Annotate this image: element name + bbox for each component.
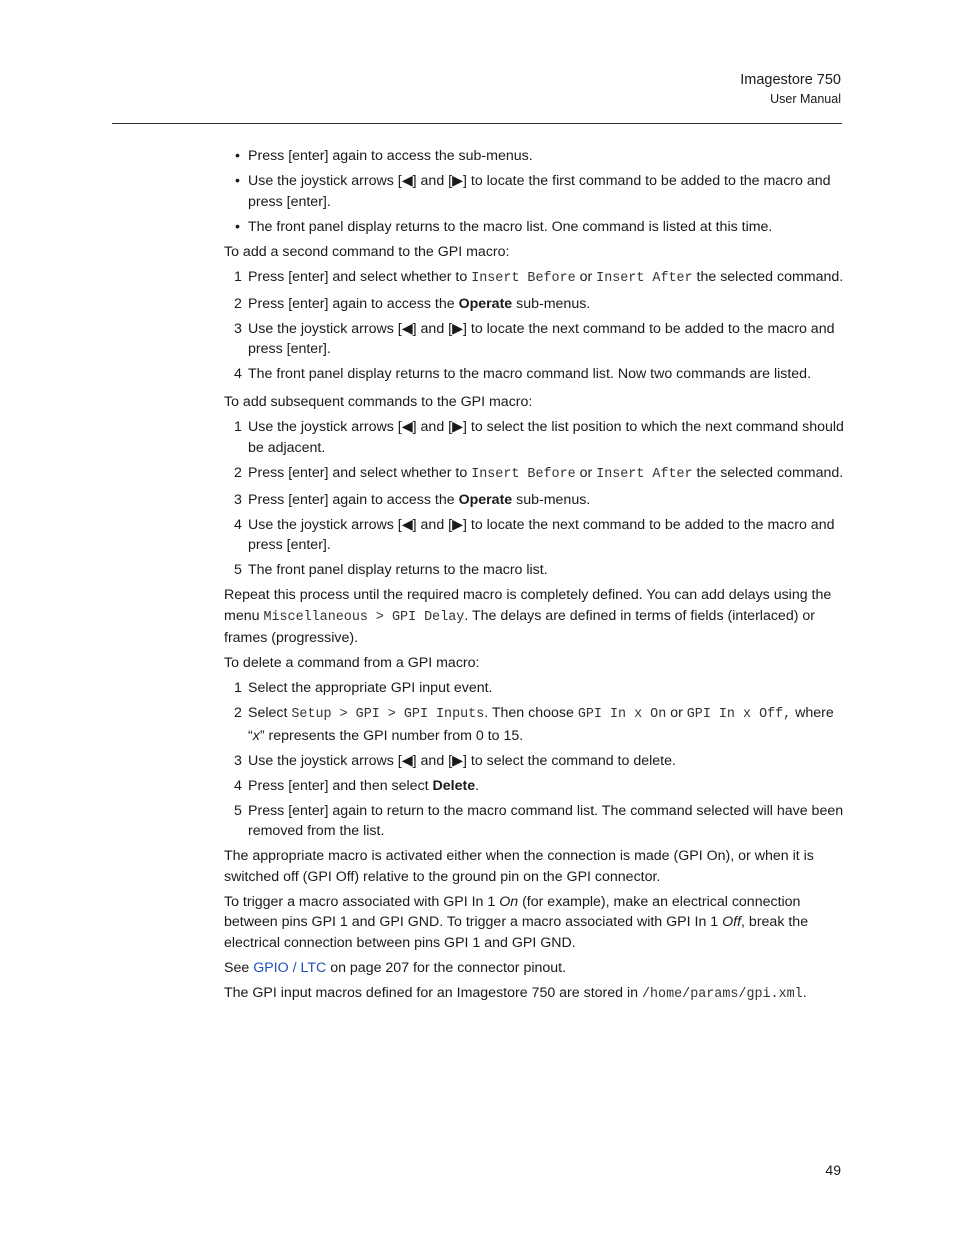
code-text: Insert After [596,270,693,286]
step-text: or [575,464,597,481]
step-text: . [475,777,480,794]
step-item [224,294,844,315]
gpio-ltc-link[interactable]: GPIO / LTC [253,959,327,976]
step-text: Select the appropriate GPI input event. [248,680,493,696]
step-text: or [575,268,597,285]
see-paragraph [224,958,844,979]
step-text: Use the joystick arrows [◀] and [▶] to select the list position to which the next command should be adjacent. [248,419,844,456]
header-rule [112,123,842,124]
italic-term: x [252,727,260,744]
bold-term: Operate [458,295,513,312]
step-item [224,364,844,385]
step-number: 5 [234,562,242,578]
step-item [224,319,844,360]
step-text: Press [enter] again to access the [248,491,459,508]
code-text: Insert Before [471,466,576,482]
step-number: 1 [234,419,242,435]
step-number: 3 [234,491,242,508]
step-item [224,776,844,797]
step-text: the selected command. [692,268,844,285]
bullet-item [224,217,844,238]
step-text: Press [enter] and select whether to [248,464,472,481]
second-command-intro: To add a second command to the GPI macro: [224,243,510,260]
code-text: Insert After [596,466,693,482]
step-text: Press [enter] again to return to the macro command list. The command selected will have been removed from the list. [248,802,844,839]
code-text: GPI In x Off, [686,707,792,722]
step-number: 1 [234,680,242,696]
running-header [740,70,841,109]
bullet-text: Press [enter] again to access the sub-menus. [248,148,533,164]
bold-term: Delete [432,777,476,794]
step-number: 2 [234,295,242,312]
body-text: Repeat this process until the required macro is completely defined. You can add delays using the menu [224,587,832,624]
step-text: . Then choose [484,705,578,721]
bullet-mark: • [235,173,240,189]
step-number: 4 [234,516,242,533]
storage-paragraph [224,983,844,1006]
bullet-mark: • [235,218,240,235]
code-text: Insert Before [471,270,576,286]
delete-intro: To delete a command from a GPI macro: [224,655,480,671]
step-number: 2 [234,705,242,721]
body-text: on page 207 for the connector pinout. [326,959,567,976]
italic-term: Off [722,914,742,930]
body-text: . [802,984,807,1001]
subsequent-commands-intro: To add subsequent commands to the GPI macro: [224,394,533,410]
step-item [224,751,844,772]
body-text: . The delays are defined in terms of fields (interlaced) or frames (progressive). [224,607,815,646]
step-text: Select [248,705,292,721]
code-text: Setup > GPI > GPI Inputs [291,707,485,722]
step-text: ” represents the GPI number from 0 to 15. [259,727,524,744]
bold-term: Operate [458,491,513,508]
body-text: To trigger a macro associated with GPI In 1 [224,893,500,910]
step-text: sub-menus. [512,491,591,508]
step-text: or [666,705,687,721]
step-number: 2 [234,464,242,481]
step-text: The front panel display returns to the macro command list. Now two commands are listed. [248,366,812,382]
page-body [224,146,844,1010]
header-title: Imagestore 750 [740,72,841,88]
step-item [224,801,844,842]
step-text: Press [enter] and select whether to [248,268,472,285]
step-text: the selected command. [692,464,844,481]
step-item [224,703,844,746]
step-number: 4 [234,366,242,382]
bullet-text: The front panel display returns to the macro list. One command is listed at this time. [248,218,773,235]
body-text: See [224,959,254,976]
body-text: , break the electrical connection between pins GPI 1 and GPI GND. [224,914,809,951]
step-text: Use the joystick arrows [◀] and [▶] to locate the next command to be added to the macro and press [enter]. [248,516,835,553]
repeat-paragraph [224,585,844,649]
step-item [224,490,844,511]
bullet-mark: • [235,148,240,164]
step-number: 3 [234,320,242,337]
italic-term: On [499,893,519,910]
step-text: The front panel display returns to the macro list. [248,562,548,578]
code-text: Miscellaneous > GPI Delay [263,609,465,625]
step-text: Use the joystick arrows [◀] and [▶] to select the command to delete. [248,752,676,769]
step-number: 5 [234,802,242,819]
code-text: /home/params/gpi.xml [641,986,803,1002]
step-item [224,678,844,699]
bullet-item [224,146,844,167]
step-text: sub-menus. [512,295,591,312]
body-text: (for example), make an electrical connection between pins GPI 1 and GPI GND. To trigger a macro associated with GPI In 1 [224,893,801,930]
step-text: Press [enter] again to access the [248,295,459,312]
step-text: Use the joystick arrows [◀] and [▶] to locate the next command to be added to the macro and press [enter]. [248,320,835,357]
header-subtitle: User Manual [770,92,841,106]
code-text: GPI In x On [577,707,667,722]
step-number: 4 [234,777,242,794]
step-number: 1 [234,268,242,285]
body-text: The GPI input macros defined for an Imagestore 750 are stored in [224,984,642,1001]
bullet-text: Use the joystick arrows [◀] and [▶] to locate the first command to be added to the macro and press [enter]. [248,173,831,210]
step-item [224,267,844,290]
bullet-item [224,171,844,212]
step-text: where “ [248,705,834,744]
activation-paragraph: The appropriate macro is activated either when the connection is made (GPI On), or when it is switched off (GPI Off) relative to the ground pin on the GPI connector. [224,848,814,885]
page-number: 49 [825,1162,841,1178]
step-item [224,417,844,458]
step-text: Press [enter] and then select [248,777,433,794]
step-number: 3 [234,752,242,769]
trigger-paragraph [224,892,844,954]
step-item [224,560,844,581]
step-item [224,463,844,486]
step-item [224,515,844,556]
